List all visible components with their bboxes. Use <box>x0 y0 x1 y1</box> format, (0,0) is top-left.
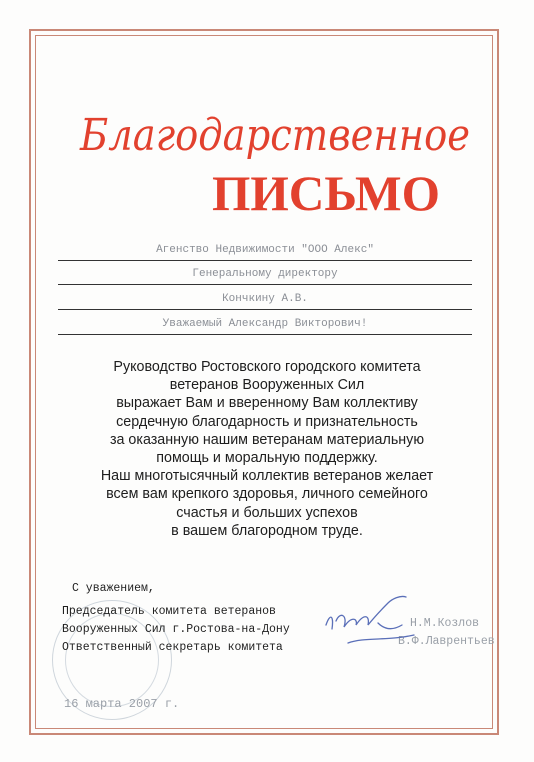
letter-date: 16 марта 2007 г. <box>64 697 180 711</box>
body-line: выражает Вам и вверенному Вам коллективу <box>116 395 418 412</box>
chairman-name: Н.М.Козлов <box>410 617 480 630</box>
chairman-position-line1: Председатель комитета ветеранов <box>62 605 276 618</box>
body-line: помощь и моральную поддержку. <box>156 450 378 467</box>
handwritten-signature <box>318 585 428 655</box>
body-line: в вашем благородном труде. <box>171 522 363 539</box>
letter-body <box>60 358 474 540</box>
title-script-line: Благодарственное <box>79 110 470 161</box>
letter-title <box>60 90 480 230</box>
secretary-name: В.Ф.Лаврентьев <box>398 635 495 648</box>
body-line: Наш многотысячный коллектив ветеранов желает <box>100 468 434 485</box>
addressee-name: Кончкину А.В. <box>58 291 472 310</box>
chairman-position-line2: Вооруженных Сил г.Ростова-на-Дону <box>62 623 290 636</box>
addressee-position: Генеральному директору <box>58 266 472 285</box>
title-block-line: ПИСЬМО <box>212 165 440 221</box>
body-line: за оказанную нашим ветеранам материальную <box>109 431 425 448</box>
body-line: счастья и больших успехов <box>176 504 358 521</box>
salutation: Уважаемый Александр Викторович! <box>58 316 472 335</box>
secretary-position: Ответственный секретарь комитета <box>62 641 283 654</box>
body-line: всем вам крепкого здоровья, личного семейного <box>106 486 428 503</box>
closing-regards: С уважением, <box>72 582 155 595</box>
addressee-company: Агенство Недвижимости "ООО Алекс" <box>58 242 472 261</box>
body-line: ветеранов Вооруженных Сил <box>169 377 365 394</box>
body-line: сердечную благодарность и признательность <box>116 413 418 430</box>
body-line: Руководство Ростовского городского комитета <box>113 359 421 375</box>
